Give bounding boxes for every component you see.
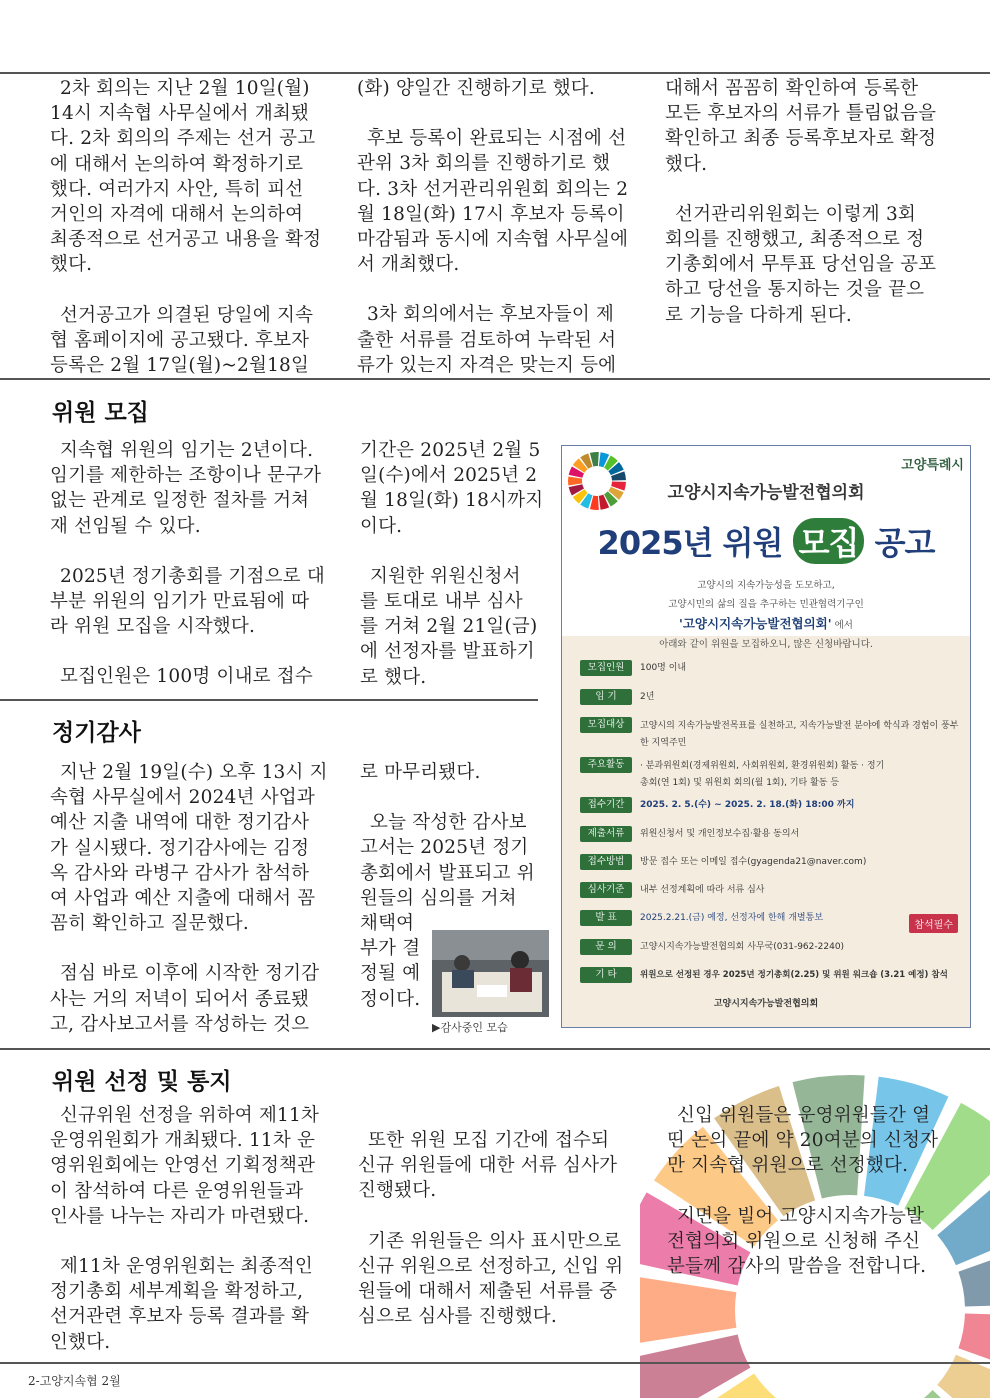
poster-row-label: 접수방법 — [580, 854, 632, 870]
poster-row-label: 문 의 — [580, 939, 632, 955]
paragraph: 후보 등록이 완료되는 시점에 선 관위 3차 회의를 진행하기로 했 다. 3차 선거관리위원회 회의는 2 월 18일(화) 17시 후보자 등록이 마감됨과 동시에 지속협 사무실에 서 개최했다. — [357, 128, 629, 276]
paragraph: 제11차 운영위원회는 최종적인 정기총회 세부계획을 확정하고, 선거관련 후보자 등록 결과를 확 인했다. — [50, 1256, 313, 1353]
paragraph: 지난 2월 19일(수) 오후 13시 지 속협 사무실에서 2024년 사업과 예산 지출 내역에 대한 정기감사 가 실시됐다. 정기감사에는 김정 옥 감사와 라병구 감사가 참석하 여 사업과 예산 지출에 대해서 꼼 꼼히 확인하고 질문했다. — [50, 762, 328, 935]
poster-row-value: 2025. 2. 5.(수) ~ 2025. 2. 18.(화) 18:00 까지 — [640, 800, 855, 810]
poster-header — [562, 446, 970, 650]
poster-intro-suffix: 에서 — [834, 620, 853, 631]
audit-photo-illustration — [432, 930, 549, 1017]
paragraph: 기존 위원들은 의사 표시만으로 신규 위원으로 선정하고, 신입 위 원들에 대해서 제출된 서류를 중 심으로 심사를 진행했다. — [358, 1230, 624, 1328]
paragraph: 선거관리위원회는 이렇게 3회 회의를 진행했고, 최종적으로 정 기총회에서 무투표 당선임을 공포 하고 당선을 통지하는 것을 끝으 로 기능을 다하게 된다. — [665, 203, 937, 326]
recruitment-poster — [561, 445, 971, 1028]
paragraph: 신규위원 선정을 위하여 제11차 운영위원회가 개최됐다. 11차 운 영위원회에는 안영선 기획정책관 이 참석하여 다른 운영위원들과 인사를 나누는 자리가 마련됐다. — [50, 1105, 320, 1227]
audit-photo — [432, 930, 549, 1017]
poster-row-label: 제출서류 — [580, 826, 632, 842]
section4-col2 — [358, 1128, 653, 1354]
poster-intro-line: 고양시의 지속가능성을 도모하고, — [697, 580, 835, 591]
paragraph: 로 마무리됐다. — [360, 762, 481, 783]
poster-row-value: 100명 이내 — [640, 663, 687, 673]
poster-title-highlight: 모집 — [793, 518, 865, 564]
poster-title — [562, 518, 970, 564]
poster-intro-org: '고양시지속가능발전협의회' — [679, 616, 832, 631]
poster-row-value: 2년 — [640, 692, 655, 702]
poster-intro-line: 아래와 같이 위원을 모집하오니, 많은 신청바랍니다. — [659, 639, 873, 650]
paragraph: 선거공고가 의결된 당일에 지속 협 홈페이지에 공고됐다. 후보자 등록은 2월 17일(월)~2월18일 — [50, 304, 314, 377]
poster-intro-line — [562, 614, 970, 635]
poster-row-value: 내부 선정계획에 따라 서류 심사 — [640, 885, 765, 895]
poster-row-label: 임 기 — [580, 689, 632, 705]
photo-caption: ▶감사중인 모습 — [432, 1021, 508, 1034]
poster-row-label: 기 타 — [580, 967, 632, 983]
poster-row-label: 주요활동 — [580, 757, 632, 773]
section2-col1 — [50, 438, 342, 715]
section4-col1 — [50, 1103, 342, 1380]
poster-row-value: · 분과위원회(경제위원회, 사회위원회, 환경위원회) 활동 · 정기총회(연 1회) 및 위원회 회의(월 1회), 기타 활동 등 — [640, 761, 885, 788]
poster-intro — [562, 576, 970, 654]
poster-row-value: 방문 접수 또는 이메일 접수(gyagenda21@naver.com) — [640, 857, 867, 867]
paragraph: 오늘 작성한 감사보 고서는 2025년 정기 총회에서 발표되고 위 원들의 심의를 거쳐 채택여 부가 결 정될 예 정이다. — [360, 812, 535, 1010]
poster-row-label: 접수기간 — [580, 797, 632, 813]
poster-row-label: 심사기준 — [580, 882, 632, 898]
page-footer: 2-고양지속협 2월 — [28, 1374, 121, 1388]
section3-col1 — [50, 760, 342, 1062]
poster-row-value: 위원으로 선정된 경우 2025년 정기총회(2.25) 및 위원 워크숍 (3.21 예정) 참석 — [640, 970, 948, 980]
poster-row-value: 위원신청서 및 개인정보수집·활용 동의서 — [640, 829, 800, 839]
poster-title-pre: 2025년 위원 — [597, 524, 783, 562]
poster-intro-line: 고양시민의 삶의 질을 추구하는 민관협력기구인 — [668, 599, 864, 610]
section-heading: 위원 선정 및 통지 — [52, 1069, 232, 1095]
poster-row-value: 고양시지속가능발전협의회 사무국(031-962-2240) — [640, 942, 845, 952]
section-heading: 정기감사 — [52, 720, 141, 746]
section1-col3 — [665, 76, 955, 353]
paragraph: (화) 양일간 진행하기로 했다. — [357, 78, 595, 99]
paragraph: 또한 위원 모집 기간에 접수되 신규 위원들에 대한 서류 심사가 진행됐다. — [358, 1130, 618, 1202]
paragraph: 2025년 정기총회를 기점으로 대 부분 위원의 임기가 만료됨에 따 라 위원 모집을 시작했다. — [50, 565, 325, 638]
poster-row-label: 모집대상 — [580, 717, 632, 733]
poster-title-post: 공고 — [874, 524, 935, 562]
poster-row-value: 고양시의 지속가능발전목표를 실천하고, 지속가능발전 분야에 학식과 경험이 풍부한 지역주민 — [640, 721, 959, 748]
paragraph: 3차 회의에서는 후보자들이 제 출한 서류를 검토하여 누락된 서 류가 있는지 자격은 맞는지 등에 — [357, 304, 617, 376]
paragraph: 대해서 꼼꼼히 확인하여 등록한 모든 후보자의 서류가 틀림없음을 확인하고 최종 등록후보자로 확정 했다. — [665, 78, 937, 175]
poster-row-label: 모집인원 — [580, 660, 632, 676]
paragraph: 지면을 빌어 고양시지속가능발 전협의회 위원으로 신청해 주신 분들께 감사의 말씀을 전합니다. — [667, 1205, 927, 1278]
poster-row-label: 발 표 — [580, 910, 632, 926]
poster-footer-org: 고양시지속가능발전협의회 — [713, 999, 819, 1009]
paragraph: 점심 바로 이후에 시작한 정기감 사는 거의 저녁이 되어서 종료됐 고, 감사보고서를 작성하는 것으 — [50, 963, 320, 1035]
paragraph: 기간은 2025년 2월 5 일(수)에서 2025년 2 월 18일(화) 18시까지 이다. — [360, 440, 544, 537]
poster-row-value: 2025.2.21.(금) 예정, 선정자에 한해 개별통보 — [640, 913, 824, 923]
section-heading: 위원 모집 — [52, 400, 149, 426]
section4-col3 — [667, 1103, 962, 1304]
poster-city: 고양특례시 — [901, 458, 964, 473]
paragraph: 지원한 위원신청서 를 토대로 내부 심사 를 거쳐 2월 21일(금) 에 선정자를 발표하기 로 했다. — [360, 565, 538, 688]
paragraph: 2차 회의는 지난 2월 10일(월) 14시 지속협 사무실에서 개최됐 다. 2차 회의의 주제는 선거 공고 에 대해서 논의하여 확정하기로 했다. 여러가지 사안, 특히 피선 거인의 자격에 대해서 논의하여 최종적으로 선거공고 내용을 확정 했다. — [50, 78, 322, 276]
paragraph: 지속협 위원의 임기는 2년이다. 임기를 제한하는 조항이나 문구가 없는 관계로 일정한 절차를 거쳐 재 선임될 수 있다. — [50, 440, 322, 537]
paragraph: 모집인원은 100명 이내로 접수 — [60, 666, 313, 688]
top-rule — [0, 72, 990, 74]
section1-col1 — [50, 76, 340, 403]
required-attendance-badge: 참석필수 — [909, 914, 958, 933]
section2-col2 — [360, 438, 555, 715]
paragraph: 신입 위원들은 운영위원들간 열 띤 논의 끝에 약 20여분의 신청자 만 지속협 위원으로 선정했다. — [667, 1105, 939, 1177]
poster-org: 고양시지속가능발전협의회 — [667, 483, 865, 503]
section1-col2 — [357, 76, 647, 403]
